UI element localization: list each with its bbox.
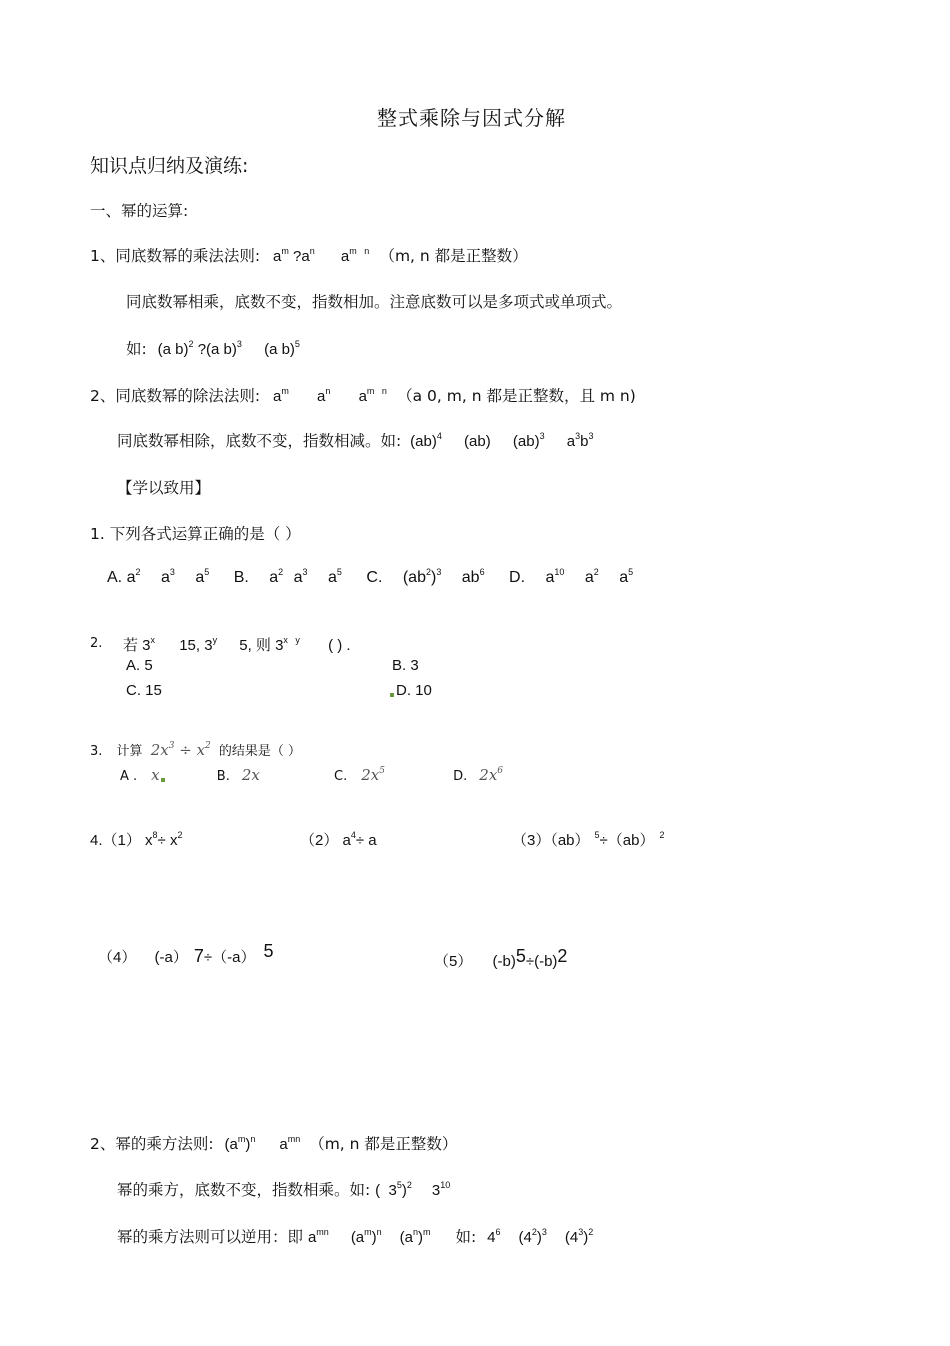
q4-part2: （2） $a^4\div a$ <box>300 830 377 849</box>
rule2-head: 2、同底数幂的除法法则: <box>90 387 261 405</box>
green-mark-icon <box>390 693 394 697</box>
rule3-line: 2、幂的乘方法则: $(a^m)^n$ $a^{mn}$ （m, n 都是正整数） <box>90 1134 458 1153</box>
q3-option-c[interactable]: C. $2x^5$ <box>334 766 385 784</box>
rule3-head: 2、幂的乘方法则: <box>90 1135 214 1153</box>
q3-option-b[interactable]: B. 2x <box>216 766 260 784</box>
q3-option-a[interactable]: A . x <box>120 769 167 784</box>
apply-label: 【学以致用】 <box>117 479 211 497</box>
q4-part3: （3）（ab） $^5$÷（ab） $^2$ <box>512 830 665 849</box>
q2-option-b[interactable]: B. 3 <box>392 657 419 674</box>
q1-stem: 1. 下列各式运算正确的是（ ） <box>90 525 301 543</box>
q2-stem: 若 3$^x$ 15, 3$^y$ 5, 则 $3^{x y}$ ( ) . <box>123 635 351 654</box>
q2-option-c[interactable]: C. 15 <box>126 682 162 699</box>
rule3-inverse: 幂的乘方法则可以逆用：即 $a^{mn}$ $(a^m)^n$ $(a^n)^m$ 如: $4^6$ $(4^2)^3$ $(4^3)^2$ <box>117 1227 594 1246</box>
q2-option-d[interactable]: D. 10 <box>390 682 432 699</box>
q4-part5: （5） (-b)5÷(-b)2 <box>434 946 568 970</box>
rule1-example: 如: (a b)$^2$ ?(a b)$^3$ (a b)$^5$ <box>126 339 300 358</box>
q2-number: 2. <box>90 636 103 651</box>
q3-options <box>120 766 503 784</box>
rule1-note: （m, n 都是正整数） <box>379 247 528 265</box>
q4-part1: 4.（1） $x^8\div x^2$ <box>90 830 183 849</box>
rule2-note: （a 0, m, n 都是正整数，且 m n) <box>397 387 636 405</box>
rule1-line <box>90 244 528 266</box>
page-title: 整式乘除与因式分解 <box>377 106 566 130</box>
rule1-formula: $a^m$ $?a^n$ $a^{m n}$ <box>273 246 370 265</box>
q3-option-d[interactable]: D. $2x^6$ <box>453 766 504 784</box>
rule2-line <box>90 384 636 406</box>
rule2-formula: $a^m$ $a^n$ $a^{m n}$ <box>273 386 387 405</box>
green-mark-icon <box>161 778 165 782</box>
rule3-description: 幂的乘方，底数不变，指数相乘。如: ( $3^5)^2$ $3^{10}$ <box>117 1180 451 1199</box>
page-subtitle: 知识点归纳及演练: <box>90 155 249 177</box>
rule2-description: 同底数幂相除，底数不变，指数相减。如: (ab)$^4$ (ab) (ab)$^3$ $a^3b^3$ <box>117 431 594 450</box>
q3-stem: 3. 计算 $2x^3 \div x^2$ 的结果是（ ） <box>90 741 302 759</box>
q2-option-a[interactable]: A. 5 <box>126 657 153 674</box>
rule3-note: （m, n 都是正整数） <box>309 1135 458 1153</box>
rule1-head: 1、同底数幂的乘法法则: <box>90 247 261 265</box>
section-heading: 一、幂的运算: <box>90 202 189 220</box>
rule1-description: 同底数幂相乘，底数不变，指数相加。注意底数可以是多项式或单项式。 <box>126 293 623 311</box>
q1-options: A. $a^2$ $a^3$ $a^5$ B. $a^2$ $a^3$ $a^5$ C. $(ab^2)^3$ $ab^6$ D. $a^{10}$ $a^2$ $a^5$ <box>107 567 634 586</box>
q4-part4: （4） (-a） 7÷（-a） 5 <box>98 941 274 966</box>
